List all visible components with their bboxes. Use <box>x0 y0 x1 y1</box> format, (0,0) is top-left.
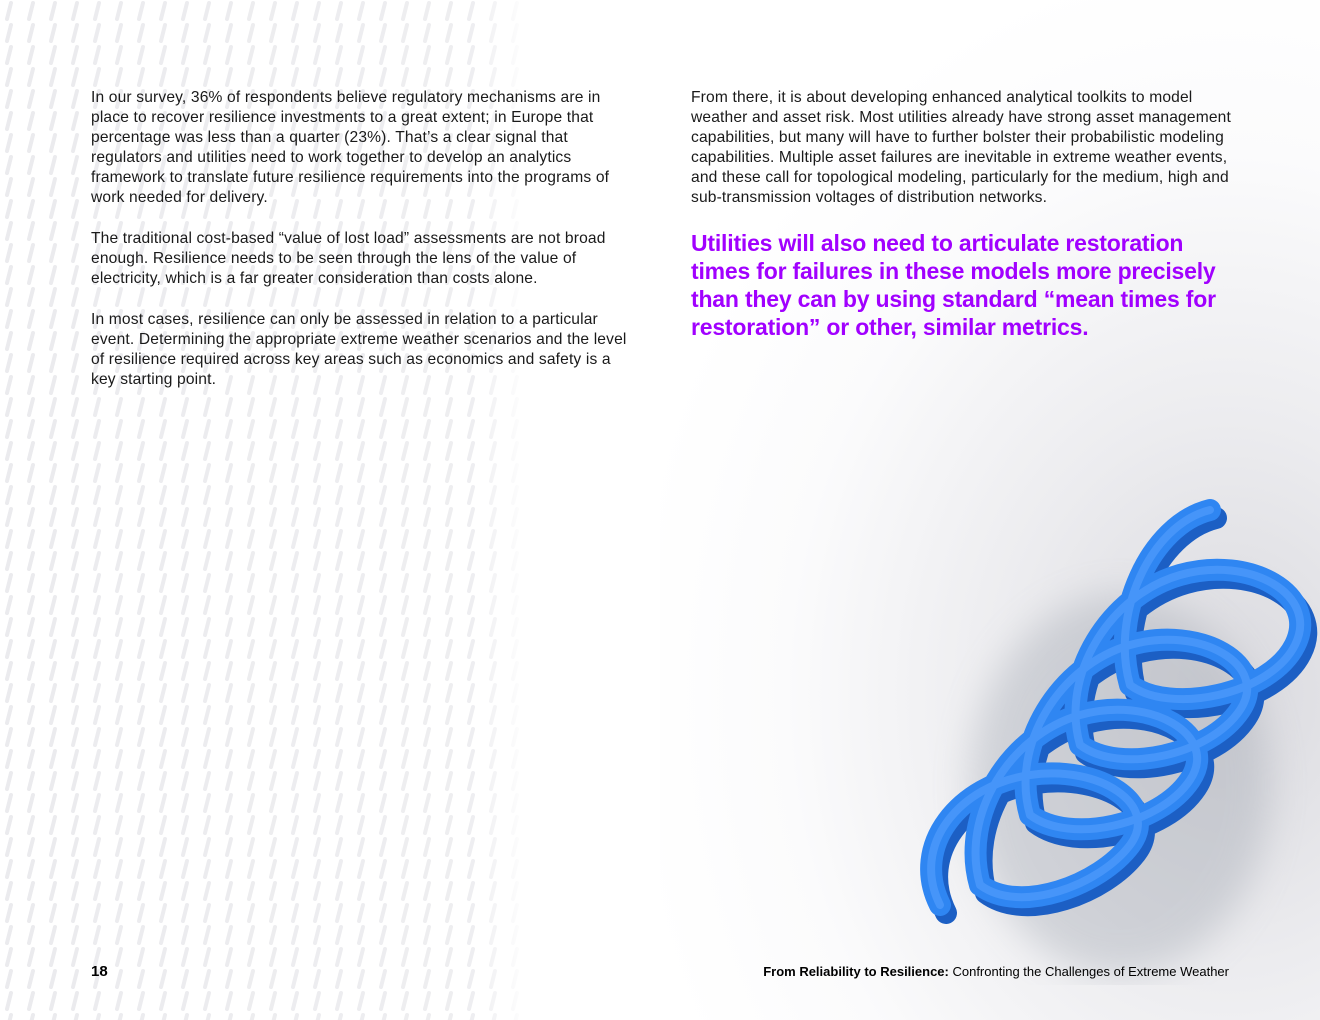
body-paragraph: The traditional cost-based “value of lost load” assessments are not broad enough. Resilience needs to be seen through the lens of the value of electricity, which is a far greater consideration than costs alone. <box>91 230 606 287</box>
page-number: 18 <box>91 963 108 980</box>
footer-report-title <box>763 964 1229 979</box>
body-paragraph: In most cases, resilience can only be assessed in relation to a particular event. Determining the appropriate extreme weather scenarios and the level of resilience required across key areas such as economics and safety is a key starting point. <box>91 311 627 388</box>
body-paragraph: From there, it is about developing enhanced analytical toolkits to model weather and asset risk. Most utilities already have strong asset management capabilities, but many will have to further bolster their probabilistic modeling capabilities. Multiple asset failures are inevitable in extreme weather events, and these call for topological modeling, particularly for the medium, high and sub-transmission voltages of distribution networks. <box>691 89 1231 206</box>
pull-quote: Utilities will also need to articulate restoration times for failures in these models more precisely than they can by using standard “mean times for restoration” or other, similar metrics. <box>691 230 1216 340</box>
footer-title-subtitle: Confronting the Challenges of Extreme Weather <box>948 964 1229 979</box>
left-text-column <box>91 88 631 411</box>
right-text-column <box>691 88 1236 341</box>
blue-spiral-coil-illustration <box>900 485 1320 985</box>
body-paragraph: In our survey, 36% of respondents believe regulatory mechanisms are in place to recover resilience investments to a great extent; in Europe that percentage was less than a quarter (23%). That’s a clear signal that regulators and utilities need to work together to develop an analytics framework to translate future resilience requirements into the programs of work needed for delivery. <box>91 89 610 206</box>
footer-title-bold: From Reliability to Resilience: <box>763 964 949 979</box>
